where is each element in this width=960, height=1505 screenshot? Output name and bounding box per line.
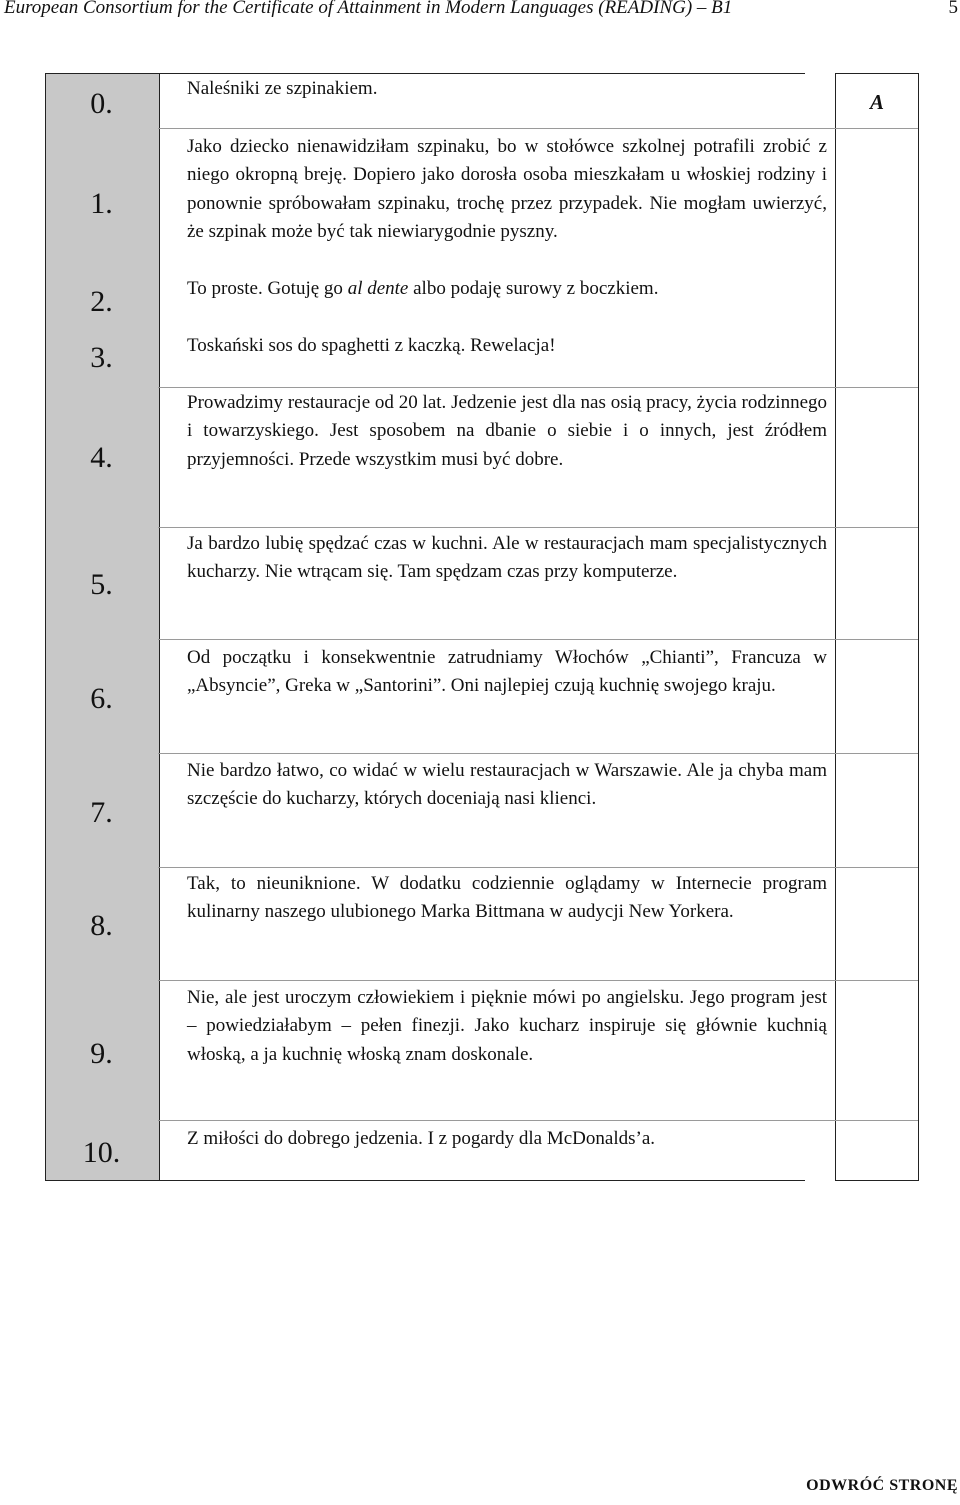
item-number: 10. [82, 1136, 121, 1169]
answer-column [835, 73, 919, 1181]
item-number: 3. [90, 341, 113, 374]
item-number: 5. [90, 568, 113, 601]
row-divider [158, 527, 918, 528]
item-text: Nie bardzo łatwo, co widać w wielu restauracjach w Warszawie. Ale ja chyba mam szczęście do kucharzy, których doceniają nasi klienci. [187, 760, 827, 810]
item-number: 7. [90, 796, 113, 829]
page-number: 5 [948, 0, 958, 18]
document-title: European Consortium for the Certificate of Attainment in Modern Languages (READING) – B1 [4, 0, 733, 18]
row-divider [158, 753, 918, 754]
item-number: 1. [90, 187, 113, 220]
item-number: 8. [90, 909, 113, 942]
item-text: Tak, to nieuniknione. W dodatku codziennie oglądamy w Internecie program kulinarny naszego ulubionego Marka Bittmana w audycji New Yorkera. [187, 873, 827, 923]
row-divider [158, 639, 918, 640]
item-text: Nie, ale jest uroczym człowiekiem i pięknie mówi po angielsku. Jego program jest – powiedziałabym – pełen finezji. Jako kucharz inspiruje się głównie kuchnią włoską, a ja kuchnię włoską znam doskonale. [187, 987, 827, 1065]
item-text: Jako dziecko nienawidziłam szpinaku, bo w stołówce szkolnej potrafili zrobić z niego okropną breję. Dopiero jako dorosła osoba mieszkałam u włoskiej rodziny i ponownie spróbowałam szpinaku, trochę przez przypadek. Nie mogłam uwierzyć, że szpinak może być tak niewiarygodnie pyszny. [187, 136, 827, 242]
page-header [0, 0, 960, 24]
row-divider [158, 1120, 918, 1121]
item-number: 4. [90, 441, 113, 474]
row-divider [158, 980, 918, 981]
row-divider [158, 387, 918, 388]
item-text: To proste. Gotuję go al dente albo podaję surowy z boczkiem. [187, 278, 659, 299]
turn-page-note: ODWRÓĆ STRONĘ [806, 1477, 958, 1494]
number-column [45, 73, 160, 1181]
item-text: Od początku i konsekwentnie zatrudniamy Włochów „Chianti”, Francuza w „Absyncie”, Greka w „Santorini”. Oni najlepiej czują kuchnię swojego kraju. [187, 647, 827, 697]
item-number: 2. [90, 285, 113, 318]
item-number: 0. [90, 87, 113, 120]
item-text: Z miłości do dobrego jedzenia. I z pogardy dla McDonalds’a. [187, 1128, 655, 1149]
row-divider [158, 867, 918, 868]
answer-letter: A [869, 90, 884, 114]
row-divider [158, 128, 918, 129]
item-number: 9. [90, 1037, 113, 1070]
item-text: Toskański sos do spaghetti z kaczką. Rewelacja! [187, 335, 556, 356]
item-number: 6. [90, 682, 113, 715]
item-text: Naleśniki ze szpinakiem. [187, 78, 378, 99]
item-text: Ja bardzo lubię spędzać czas w kuchni. Ale w restauracjach mam specjalistycznych kucharzy. Nie wtrącam się. Tam spędzam czas przy komputerze. [187, 533, 827, 583]
item-text: Prowadzimy restauracje od 20 lat. Jedzenie jest dla nas osią pracy, życia rodzinnego i towarzyskiego. Jest sposobem na dbanie o siebie i o innych, jest źródłem przyjemności. Przede wszystkim musi być dobre. [187, 392, 827, 470]
